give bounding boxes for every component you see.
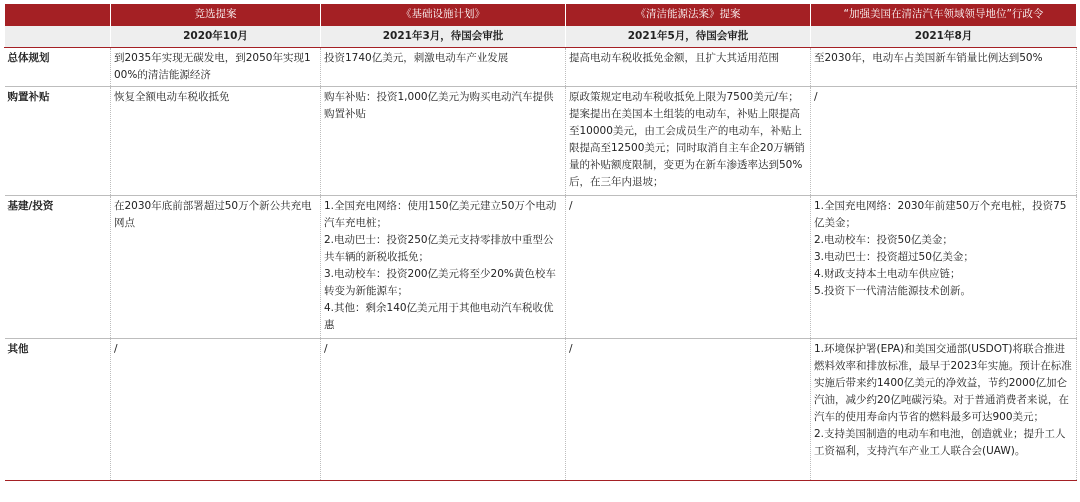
cell-text: 至2030年，电动车占美国新车销量比例达到50%	[814, 52, 1043, 64]
table-cell	[811, 339, 1077, 481]
date-infrastructure-plan: 2021年3月，待国会审批	[321, 26, 566, 48]
cell-text: /	[114, 343, 118, 355]
table-cell	[321, 196, 566, 339]
row-label-other: 其他	[5, 339, 111, 481]
table-cell	[811, 196, 1077, 339]
table-cell	[566, 196, 811, 339]
cell-text: 4.财政支持本土电动车供应链；	[814, 268, 961, 280]
table-cell	[566, 87, 811, 196]
date-clean-energy-act: 2021年5月，待国会审批	[566, 26, 811, 48]
header-clean-energy-act: 《清洁能源法案》提案	[566, 4, 811, 26]
table-cell	[566, 339, 811, 481]
table-cell	[111, 48, 321, 87]
table-cell	[566, 48, 811, 87]
cell-text: 1.环境保护署(EPA)和美国交通部(USDOT)将联合推进燃料效率和排放标准，最早于2023年实施。预计在标准实施后带来约1400亿美元的净效益，节约2000亿加仑汽油，减少约20亿吨碳污染。对于普通消费者来说，在汽车的使用寿命内节省的燃料最多可达900美元；	[814, 343, 1072, 423]
cell-text: 4.其他：剩余140亿美元用于其他电动汽车税收优惠	[324, 302, 554, 331]
header-campaign-proposal: 竞选提案	[111, 4, 321, 26]
table-cell	[811, 48, 1077, 87]
header-executive-order: “加强美国在清洁汽车领域领导地位”行政令	[811, 4, 1077, 26]
table-cell	[811, 87, 1077, 196]
header-corner	[5, 4, 111, 26]
table-cell	[321, 48, 566, 87]
cell-text: 5.投资下一代清洁能源技术创新。	[814, 285, 972, 297]
date-corner	[5, 26, 111, 48]
cell-text: 2.电动校车：投资50亿美金；	[814, 234, 953, 246]
cell-text: /	[324, 343, 328, 355]
table-row	[5, 196, 1077, 339]
row-label-overall-plan: 总体规划	[5, 48, 111, 87]
date-row	[5, 26, 1077, 48]
cell-text: 恢复全额电动车税收抵免	[114, 91, 230, 103]
table-cell	[321, 339, 566, 481]
row-label-infrastructure-investment: 基建/投资	[5, 196, 111, 339]
header-infrastructure-plan: 《基础设施计划》	[321, 4, 566, 26]
table-cell	[321, 87, 566, 196]
cell-text: 3.电动校车：投资200亿美元将至少20%黄色校车转变为新能源车；	[324, 268, 556, 297]
cell-text: 3.电动巴士：投资超过50亿美金；	[814, 251, 974, 263]
cell-text: 1.全国充电网络：使用150亿美元建立50万个电动汽车充电桩；	[324, 200, 557, 229]
table-cell	[111, 196, 321, 339]
table-row	[5, 339, 1077, 481]
cell-text: 提高电动车税收抵免金额，且扩大其适用范围	[569, 52, 779, 64]
cell-text: 到2035年实现无碳发电，到2050年实现100%的清洁能源经济	[114, 52, 311, 81]
cell-text: 原政策规定电动车税收抵免上限为7500美元/车；提案提出在美国本土组装的电动车，补贴上限提高至10000美元，由工会成员生产的电动车，补贴上限提高至12500美元；同时取消自主车企20万辆销量的补贴额度限制，变更为在新车渗透率达到50%后，在三年内退坡；	[569, 91, 805, 188]
cell-text: /	[569, 200, 573, 212]
table-cell	[111, 87, 321, 196]
cell-text: 在2030年底前部署超过50万个新公共充电网点	[114, 200, 312, 229]
row-label-purchase-subsidy: 购置补贴	[5, 87, 111, 196]
cell-text: 2.电动巴士：投资250亿美元支持零排放中重型公共车辆的新税收抵免；	[324, 234, 554, 263]
cell-text: 1.全国充电网络：2030年前建50万个充电桩，投资75亿美金；	[814, 200, 1067, 229]
table-row	[5, 87, 1077, 196]
table-row	[5, 48, 1077, 87]
table-cell	[111, 339, 321, 481]
policy-comparison-table	[4, 4, 1077, 481]
date-executive-order: 2021年8月	[811, 26, 1077, 48]
cell-text: /	[814, 91, 818, 103]
cell-text: 2.支持美国制造的电动车和电池，创造就业；提升工人工资福利，支持汽车产业工人联合会(UAW)。	[814, 428, 1066, 457]
cell-text: 投资1740亿美元，刺激电动车产业发展	[324, 52, 509, 64]
header-row	[5, 4, 1077, 26]
cell-text: 购车补贴：投资1,000亿美元为购买电动汽车提供购置补贴	[324, 91, 554, 120]
cell-text: /	[569, 343, 573, 355]
date-campaign-proposal: 2020年10月	[111, 26, 321, 48]
